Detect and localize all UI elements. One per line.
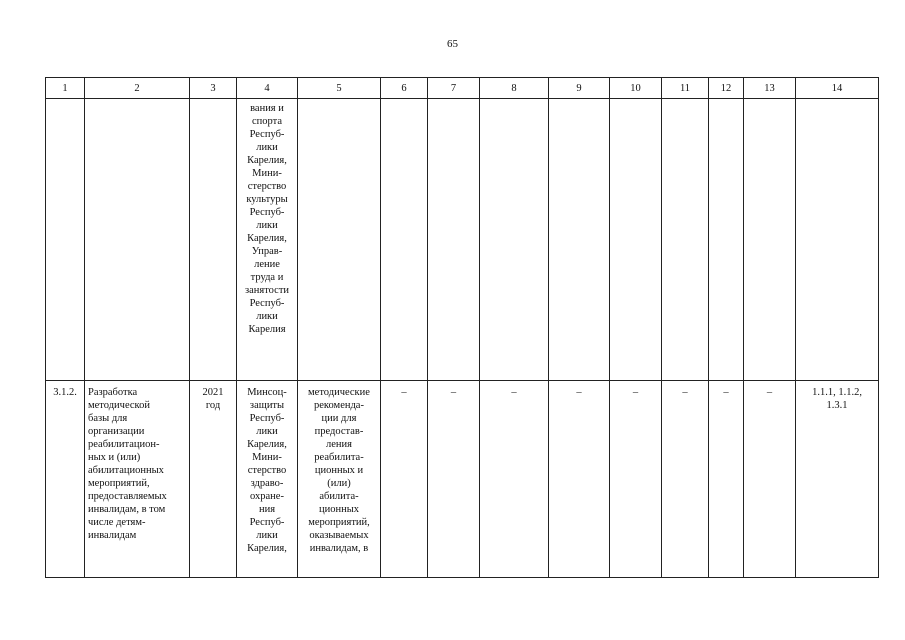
item-col9: – — [549, 381, 610, 578]
item-col10: – — [610, 381, 662, 578]
header-cell: 9 — [549, 78, 610, 99]
item-col11: – — [662, 381, 709, 578]
table-cell — [85, 99, 190, 381]
header-cell: 7 — [428, 78, 480, 99]
table-cell — [662, 99, 709, 381]
item-col7: – — [428, 381, 480, 578]
header-cell: 6 — [381, 78, 428, 99]
table-cell — [796, 99, 879, 381]
header-cell: 5 — [298, 78, 381, 99]
item-col13: – — [744, 381, 796, 578]
page-number: 65 — [447, 38, 458, 50]
item-col8: – — [480, 381, 549, 578]
header-cell: 2 — [85, 78, 190, 99]
program-table — [45, 77, 879, 578]
header-cell: 11 — [662, 78, 709, 99]
item-year: 2021 год — [190, 381, 237, 578]
table-row-3-1-2 — [46, 381, 879, 578]
item-executors: Минсоц- защиты Респуб- лики Карелия, Мини- стерство здраво- охране- ния Респуб- лики Карелия, — [237, 381, 298, 578]
table-cell — [428, 99, 480, 381]
item-col12: – — [709, 381, 744, 578]
header-row — [46, 78, 879, 99]
header-cell: 4 — [237, 78, 298, 99]
item-col6: – — [381, 381, 428, 578]
item-number: 3.1.2. — [46, 381, 85, 578]
table-cell — [549, 99, 610, 381]
item-indicators: 1.1.1, 1.1.2, 1.3.1 — [796, 381, 879, 578]
header-cell: 10 — [610, 78, 662, 99]
item-name: Разработка методической базы для организации реабилитацион- ных и (или) абилитационных мероприятий, предоставляемых инвалидам, в том числе детям- инвалидам — [85, 381, 190, 578]
table-cell — [610, 99, 662, 381]
table-cell — [709, 99, 744, 381]
table-cell — [381, 99, 428, 381]
header-cell: 12 — [709, 78, 744, 99]
executors-cell: вания и спорта Респуб- лики Карелия, Мини- стерство культуры Респуб- лики Карелия, Управ- ление труда и занятости Респуб- лики Карелия — [237, 99, 298, 381]
item-result: методические рекоменда- ции для предостав- ления реабилита- ционных и (или) абилита- ционных мероприятий, оказываемых инвалидам, в — [298, 381, 381, 578]
table-cell — [46, 99, 85, 381]
header-cell: 8 — [480, 78, 549, 99]
table-cell — [744, 99, 796, 381]
header-cell: 14 — [796, 78, 879, 99]
table-cell — [298, 99, 381, 381]
continuation-row — [46, 99, 879, 381]
table-cell — [480, 99, 549, 381]
header-cell: 3 — [190, 78, 237, 99]
header-cell: 13 — [744, 78, 796, 99]
header-cell: 1 — [46, 78, 85, 99]
table-cell — [190, 99, 237, 381]
